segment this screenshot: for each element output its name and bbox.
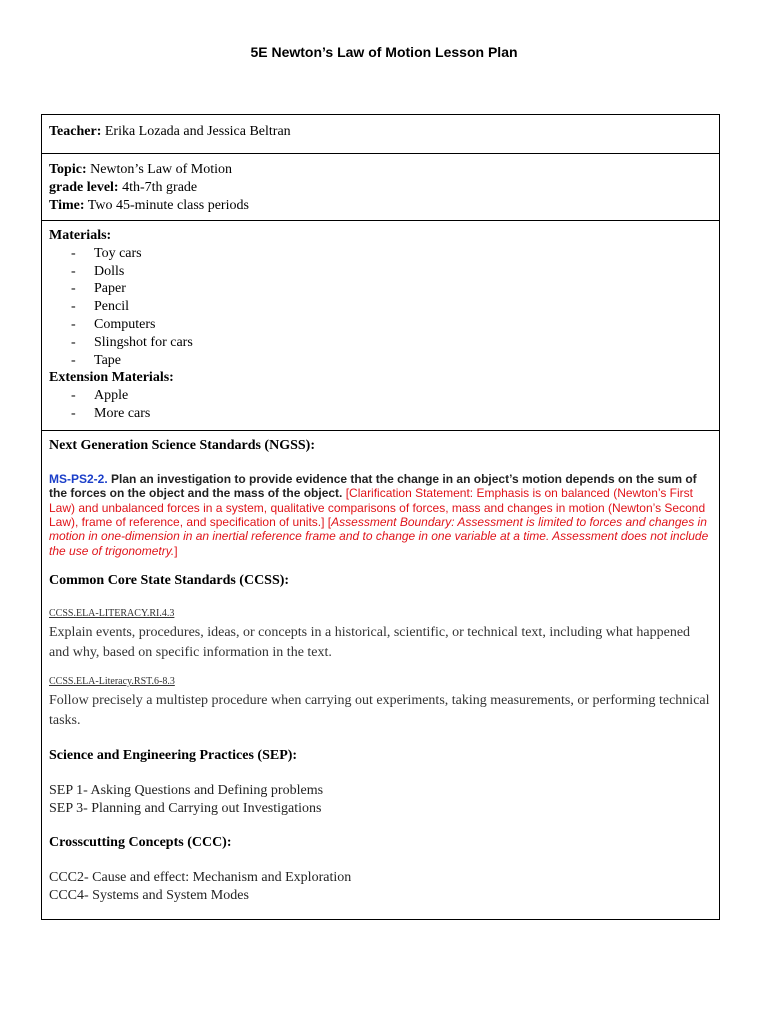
ccc-item: CCC4- Systems and System Modes — [49, 888, 249, 904]
list-item: - Slingshot for cars — [49, 334, 712, 352]
ccss-code-link[interactable]: CCSS.ELA-Literacy.RST.6-8.3 — [49, 676, 175, 688]
list-item: - Pencil — [49, 298, 712, 316]
list-item: - Dolls — [49, 263, 712, 281]
ccss-text: Follow precisely a multistep procedure when carrying out experiments, taking measurements, or performing technical tasks. — [49, 693, 710, 728]
list-item: - Computers — [49, 316, 712, 334]
materials-label: Materials: — [49, 228, 112, 243]
list-item: - Paper — [49, 280, 712, 298]
sep-item: SEP 3- Planning and Carrying out Investigations — [49, 800, 322, 816]
ngss-clarification: [Clarification Statement: Emphasis is on balanced (Newton’s First Law) and unbalanced forces in a system, qualitative comparisons of forces, mass and changes in motion (Newton’s Second Law), frame of reference, and specification of units.] [ — [49, 486, 706, 530]
teacher-value: Erika Lozada and Jessica Beltran — [104, 124, 291, 139]
extension-materials-list — [49, 387, 712, 423]
topic-value: Newton’s Law of Motion — [90, 162, 233, 177]
ngss-standard — [49, 472, 712, 558]
materials-list — [49, 245, 712, 370]
ngss-assessment-boundary: Assessment Boundary: Assessment is limited to forces and changes in motion in one-dimension in an inertial reference frame and to change in one variable at a time. Assessment does not include the use of trigonometry. — [49, 515, 709, 558]
extension-materials-label: Extension Materials: — [49, 370, 174, 386]
grade-label: grade level: — [49, 179, 119, 195]
sep-heading: Science and Engineering Practices (SEP): — [49, 748, 298, 764]
ccss-code-link[interactable]: CCSS.ELA-LITERACY.RI.4.3 — [49, 608, 175, 620]
standards-row — [42, 431, 719, 919]
list-item: - Tape — [49, 352, 712, 370]
list-item: - More cars — [49, 405, 712, 423]
ngss-code-link[interactable]: MS-PS2-2. — [49, 471, 108, 486]
sep-item: SEP 1- Asking Questions and Defining problems — [49, 782, 324, 798]
ccc-item: CCC2- Cause and effect: Mechanism and Exploration — [49, 870, 352, 886]
ccss-heading: Common Core State Standards (CCSS): — [49, 573, 290, 589]
ngss-closing: ] — [174, 543, 178, 558]
ccss-text: Explain events, procedures, ideas, or concepts in a historical, scientific, or technical text, including what happened and why, based on specific information in the text. — [49, 625, 691, 660]
topic-label: Topic: — [49, 162, 87, 177]
grade-value: 4th-7th grade — [122, 179, 198, 195]
time-label: Time: — [49, 197, 85, 213]
lesson-plan-table — [41, 114, 720, 920]
list-item: - Apple — [49, 387, 712, 405]
materials-row — [42, 221, 719, 431]
page-title: 5E Newton’s Law of Motion Lesson Plan — [250, 44, 518, 60]
time-value: Two 45-minute class periods — [87, 197, 249, 213]
teacher-row — [42, 115, 719, 154]
time-line — [49, 197, 712, 215]
ngss-heading: Next Generation Science Standards (NGSS): — [49, 438, 315, 453]
ccc-heading: Crosscutting Concepts (CCC): — [49, 835, 232, 851]
topic-row — [42, 154, 719, 221]
teacher-label: Teacher: — [49, 124, 102, 139]
ngss-main-text: Plan an investigation to provide evidence that the change in an object’s motion depends on the sum of the forces on the object and the mass of the object. — [49, 471, 697, 501]
list-item: - Toy cars — [49, 245, 712, 263]
topic-line — [49, 161, 712, 179]
grade-line — [49, 179, 712, 197]
